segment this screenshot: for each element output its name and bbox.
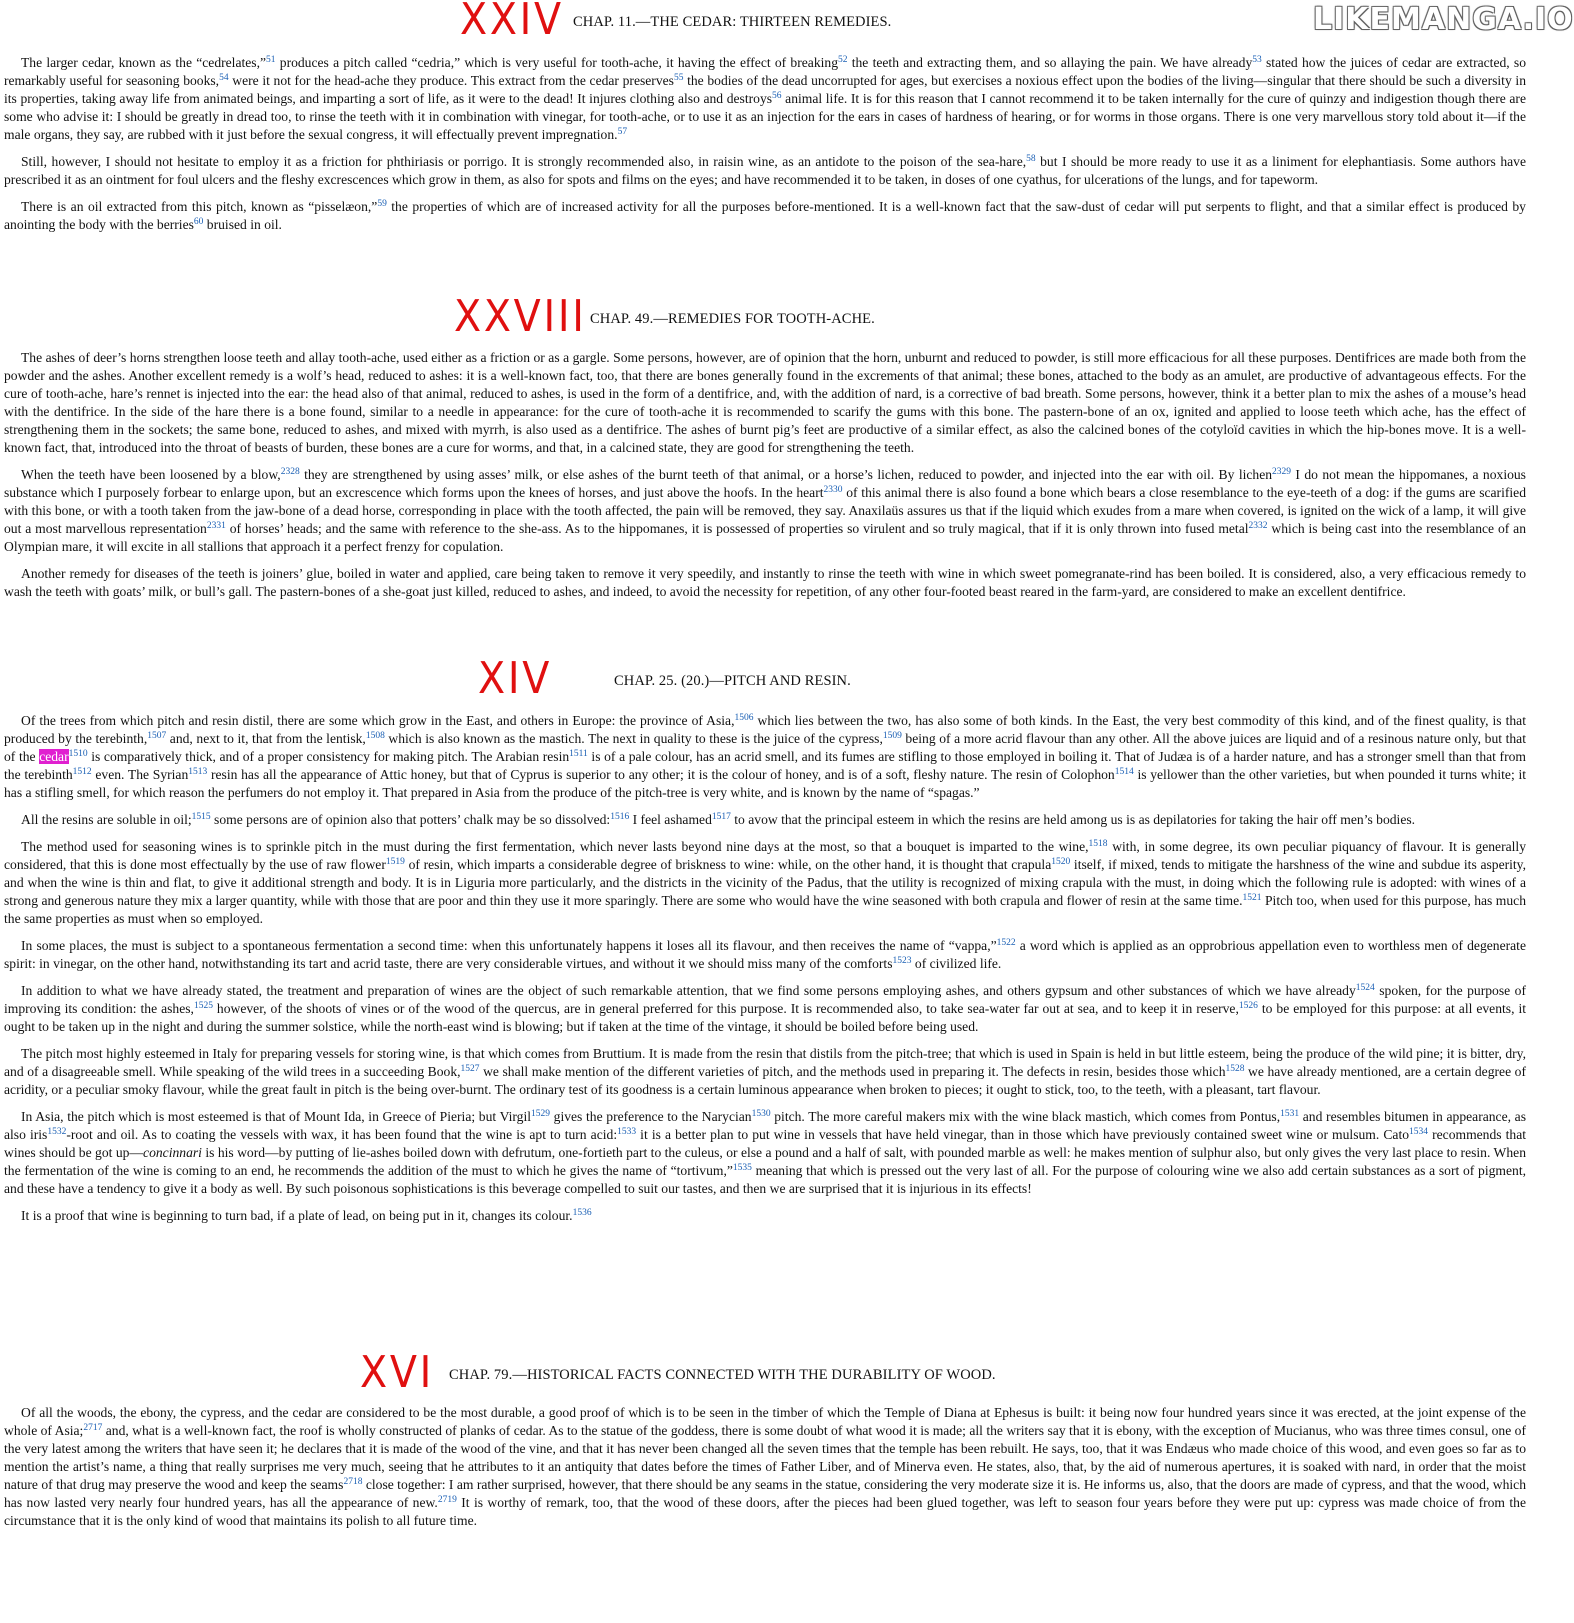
paragraph: Another remedy for diseases of the teeth is joiners’ glue, boiled in water and applied, care being taken to remove it very speedily, and instantly to rinse the teeth with wine in which sweet pomegranate-rind has been boiled. It is considered, also, a very efficacious remedy to wash the teeth with goats’ milk, or bull’s gall. The pastern-bones of a she-goat just killed, reduced to ashes, and indeed, to avoid the necessity for repetition, of any other four-footed beast reared in the farm-yard, are considered to make an excellent dentifrice. bbox=[4, 566, 1526, 599]
paragraph: The larger cedar, known as the “cedrelates,”$^{51}$ produces a pitch called “cedria,” which is very useful for tooth-ache, it having the effect of breaking$^{52}$ the teeth and extracting them, and so allaying the pain. We have already$^{53}$ stated how the juices of cedar are extracted, so remarkably useful for seasoning books,$^{54}$ were it not for the head-ache they produce. This extract from the cedar preserves$^{55}$ the bodies of the dead uncorrupted for ages, but exercises a noxious effect upon the bodies of the living—singular that there should be such a diversity in its properties, taking away life from animated beings, and imparting a sort of life, as it were to the dead! It injures clothing also and destroys$^{56}$ animal life. It is for this reason that I cannot recommend it to be taken internally for the cure of quinzy and indigestion though there are some who advise it: I should be greatly in dread too, to rinse the teeth with it in combination with vinegar, for tooth-ache, or to use it as an injection for the ears in cases of hardness of hearing, or for worms in those organs. There is one very marvellous story told about it—if the male organs, they say, are rubbed with it just before the sexual congress, it will effectually prevent impregnation.$^{57}$ bbox=[4, 55, 1526, 142]
footnote-link[interactable]: 1509 bbox=[882, 731, 902, 741]
footnote-link[interactable]: 1536 bbox=[572, 1208, 592, 1218]
footnote-link[interactable]: 1511 bbox=[569, 749, 588, 759]
watermark: LIKEMANGA.IO bbox=[1313, 2, 1574, 37]
footnote-link[interactable]: 1523 bbox=[892, 956, 912, 966]
footnote-link[interactable]: 1506 bbox=[734, 713, 754, 723]
footnote-link[interactable]: 1513 bbox=[188, 767, 208, 777]
footnote-link[interactable]: 2328 bbox=[280, 467, 300, 477]
paragraph: Still, however, I should not hesitate to employ it as a friction for phthiriasis or porrigo. It is strongly recommended also, in raisin wine, as an antidote to the poison of the sea-hare,$^{58}$ but I should be more ready to use it as a liniment for elephantiasis. Some authors have prescribed it as an ointment for foul ulcers and the fleshy excrescences which grow in them, as also for spots and films on the eyes; and have recommended it to be taken, in doses of one cyathus, for ulcerations of the lungs, and for tapeworm. bbox=[4, 154, 1526, 187]
section-pitch-resin bbox=[4, 653, 1527, 1234]
paragraph: The method used for seasoning wines is to sprinkle pitch in the must during the first fermentation, which never lasts beyond nine days at the most, so that a bouquet is imparted to the wine,$^{1518}$ with, in some degree, its own peculiar piquancy of flavour. It is generally considered, that this is done most effectually by the use of raw flower$^{1519}$ of resin, which imparts a considerable degree of briskness to wine: while, on the other hand, it is thought that crapula$^{1520}$ itself, if mixed, tends to mitigate the harshness of the wine and subdue its asperity, and when the wine is thin and flat, to give it additional strength and body. It is in Liguria more particularly, and the districts in the vicinity of the Padus, that the utility is recognized of mixing crapula with the must, in doing which the following rule is adopted: with wines of a strong and generous nature they mix a larger quantity, while with those that are poor and thin they use it more sparingly. There are some who would have the wine seasoned with both crapula and flower of resin at the same time.$^{1521}$ Pitch too, when used for this purpose, has much the same properties as must when so employed. bbox=[4, 839, 1526, 926]
footnote-link[interactable]: 1522 bbox=[996, 938, 1016, 948]
footnote-link[interactable]: 1510 bbox=[68, 749, 88, 759]
paragraph: Of all the woods, the ebony, the cypress, and the cedar are considered to be the most durable, a good proof of which is to be seen in the timber of which the Temple of Diana at Ephesus is built: it being now four hundred years since it was erected, at the joint expense of the whole of Asia;$^{2717}$ and, what is a well-known fact, the roof is wholly constructed of planks of cedar. As to the statue of the goddess, there is some doubt of what wood it is made; all the writers say that it is ebony, with the exception of Mucianus, who was three times consul, one of the very latest among the writers that have seen it; he declares that it is made of the wood of the vine, and that it has never been changed all the seven times that the temple has been rebuilt. He says, too, that it was Endæus who made choice of this wood, and even goes so far as to mention the artist’s name, a thing that really surprises me very much, seeing that he attributes to it an antiquity that dates before the times of Father Liber, and of Minerva even. He states, also, that, by the aid of numerous apertures, it is soaked with nard, in order that the moist nature of that drug may preserve the wood and keep the seams$^{2718}$ close together: I am rather surprised, however, that there should be any seams in the statue, considering the very moderate size it is. He informs us, also, that the doors are made of cypress, and that the wood, which has now lasted very nearly four hundred years, has all the appearance of new.$^{2719}$ It is worthy of remark, too, that the wood of these doors, after the pieces had been glued together, was left to season four years before they were put up: cypress was made choice of from the circumstance that it is the only kind of wood that maintains its polish to all future time. bbox=[4, 1405, 1527, 1528]
footnote-link[interactable]: 1520 bbox=[1051, 857, 1071, 867]
footnote-link[interactable]: 1533 bbox=[617, 1127, 637, 1137]
handwritten-roman-numeral: XXVIII bbox=[454, 291, 587, 342]
footnote-link[interactable]: 1515 bbox=[191, 812, 211, 822]
footnote-link[interactable]: 2719 bbox=[437, 1495, 457, 1505]
footnote-link[interactable]: 1519 bbox=[385, 857, 405, 867]
footnote-link[interactable]: 52 bbox=[838, 55, 848, 65]
paragraph: It is a proof that wine is beginning to turn bad, if a plate of lead, on being put in it, changes its colour.$^{1536}$ bbox=[21, 1208, 592, 1223]
footnote-link[interactable]: 1525 bbox=[193, 1001, 213, 1011]
footnote-link[interactable]: 1521 bbox=[1242, 893, 1262, 903]
section-durability-wood bbox=[4, 1347, 1527, 1539]
chapter-title: CHAP. 11.—THE CEDAR: THIRTEEN REMEDIES. bbox=[573, 14, 892, 30]
chapter-heading bbox=[4, 653, 1526, 704]
footnote-link[interactable]: 1524 bbox=[1355, 983, 1375, 993]
handwritten-roman-numeral: XVI bbox=[360, 1347, 434, 1398]
footnote-link[interactable]: 1532 bbox=[47, 1127, 67, 1137]
footnote-link[interactable]: 2329 bbox=[1272, 467, 1292, 477]
footnote-link[interactable]: 1530 bbox=[751, 1109, 771, 1119]
paragraph: In addition to what we have already stated, the treatment and preparation of wines are the object of such remarkable attention, that we find some persons employing ashes, and others gypsum and other substances of which we have already$^{1524}$ spoken, for the purpose of improving its condition: the ashes,$^{1525}$ however, of the shoots of vines or of the wood of the quercus, are in general preferred for this purpose. It is recommended also, to take sea-water far out at sea, and to keep it in reserve,$^{1526}$ to be employed for this purpose: at all events, it ought to be taken up in the night and during the summer solstice, while the north-east wind is blowing; but if taken at the time of the vintage, it should be boiled before being used. bbox=[4, 983, 1526, 1034]
footnote-link[interactable]: 53 bbox=[1252, 55, 1262, 65]
section-tooth-ache bbox=[4, 291, 1527, 610]
footnote-link[interactable]: 55 bbox=[673, 73, 684, 83]
footnote-link[interactable]: 2332 bbox=[1248, 521, 1268, 531]
paragraph: The ashes of deer’s horns strengthen loose teeth and allay tooth-ache, used either as a friction or as a gargle. Some persons, however, are of opinion that the horn, unburnt and reduced to powder, is still more efficacious for all these purposes. Dentifrices are made both from the powder and the ashes. Another excellent remedy is a wolf’s head, reduced to ashes: it is a well-known fact, too, that there are bones generally found in the excrements of that animal; these bones, attached to the body as an amulet, are productive of advantageous effects. For the cure of tooth-ache, hare’s rennet is injected into the ear: the head also of that animal, reduced to ashes, is used in the form of a dentifrice, and, with the addition of nard, is a corrective of bad breath. Some persons, however, think it a better plan to mix the ashes of a mouse’s head with the dentifrice. In the side of the hare there is a bone found, similar to a needle in appearance: for the cure of tooth-ache it is recommended to scarify the gums with this bone. The pastern-bone of an ox, ignited and applied to loose teeth which ache, has the effect of strengthening them in the sockets; the same bone, reduced to ashes, and mixed with myrrh, is also used as a dentifrice. The ashes of burnt pig’s feet are productive of a similar effect, as also the calcined bones of the cotyloïd cavities in which the hip-bones move. It is a well-known fact, that, introduced into the throat of beasts of burden, these bones are a cure for worms, and that, in a calcined state, they are good for strengthening the teeth. bbox=[4, 350, 1526, 455]
paragraph: All the resins are soluble in oil;$^{1515}$ some persons are of opinion also that potters’ chalk may be so dissolved:$^{1516}$ I feel ashamed$^{1517}$ to avow that the principal esteem in which the resins are held among us is as depilatories for taking the hair off men’s bodies. bbox=[21, 812, 1416, 827]
footnote-link[interactable]: 1529 bbox=[531, 1109, 550, 1119]
footnote-link[interactable]: 2330 bbox=[823, 485, 843, 495]
footnote-link[interactable]: 2718 bbox=[343, 1477, 363, 1487]
paragraph: The pitch most highly esteemed in Italy for preparing vessels for storing wine, is that which comes from Bruttium. It is made from the resin that distils from the pitch-tree; that which is used in Spain is held in but little esteem, being the produce of the wild pine; it is bitter, dry, and of a disagreeable smell. While speaking of the wild trees in a succeeding Book,$^{1527}$ we shall make mention of the different varieties of pitch, and the methods used in preparing it. The defects in resin, besides those which$^{1528}$ we have already mentioned, are a certain degree of acridity, or a peculiar smoky flavour, while the great fault in pitch is the being over-burnt. The ordinary test of its goodness is a certain luminous appearance when broken to pieces; it ought to stick, too, to the teeth, with a pleasant, tart flavour. bbox=[4, 1046, 1526, 1097]
footnote-link[interactable]: 1512 bbox=[72, 767, 92, 777]
chapter-heading bbox=[4, 0, 1526, 45]
footnote-link[interactable]: 1527 bbox=[460, 1064, 480, 1074]
footnote-link[interactable]: 1535 bbox=[732, 1163, 752, 1173]
paragraph: In some places, the must is subject to a spontaneous fermentation a second time: when this unfortunately happens it loses all its flavour, and then receives the name of “vappa,”$^{1522}$ a word which is applied as an opprobrious appellation even to worthless men of degenerate spirit: in vinegar, on the other hand, notwithstanding its tart and acrid taste, there are very considerable virtues, and without it we should miss many of the comforts$^{1523}$ of civilized life. bbox=[4, 938, 1526, 971]
footnote-link[interactable]: 1526 bbox=[1238, 1001, 1258, 1011]
footnote-link[interactable]: 57 bbox=[617, 127, 628, 137]
section-cedar bbox=[4, 0, 1526, 243]
footnote-link[interactable]: 1517 bbox=[711, 812, 731, 822]
footnote-link[interactable]: 1507 bbox=[147, 731, 167, 741]
footnote-link[interactable]: 56 bbox=[772, 91, 782, 101]
footnote-link[interactable]: 54 bbox=[219, 73, 229, 83]
footnote-link[interactable]: 1518 bbox=[1088, 839, 1108, 849]
paragraph: When the teeth have been loosened by a blow,$^{2328}$ they are strengthened by using asses’ milk, or else ashes of the burnt teeth of that animal, or a horse’s lichen, reduced to powder, and injected into the ear with oil. By lichen$^{2329}$ I do not mean the hippomanes, a noxious substance which I purposely forbear to enlarge upon, but an excrescence which forms upon the knees of horses, and just above the hoofs. In the heart$^{2330}$ of this animal there is also found a bone which bears a close resemblance to the eye-teeth of a dog: if the gums are scarified with this bone, or with a tooth taken from the jaw-bone of a dead horse, corresponding in place with the tooth affected, the pain will be removed, they say. Anaxilaüs assures us that if the liquid which exudes from a mare when covered, is ignited on the wick of a lamp, it will give out a most marvellous representation$^{2331}$ of horses’ heads; and the same with reference to the she-ass. As to the hippomanes, it is possessed of properties so virulent and so truly magical, that if it is only thrown into fused metal$^{2332}$ which is being cast into the resemblance of an Olympian mare, it will excite in all stallions that approach it a perfect frenzy for copulation. bbox=[4, 467, 1527, 554]
paragraphs bbox=[4, 712, 1526, 1225]
paragraph: In Asia, the pitch which is most esteemed is that of Mount Ida, in Greece of Pieria; but Virgil$^{1529}$ gives the preference to the Narycian$^{1530}$ pitch. The more careful makers mix with the wine black mastich, which comes from Pontus,$^{1531}$ and resembles bitumen in appearance, as also iris$^{1532}$-root and oil. As to coating the vessels with wax, it has been found that the wine is apt to turn acid:$^{1533}$ it is a better plan to put wine in vessels that have held vinegar, than in those which have previously contained sweet wine or mulsum. Cato$^{1534}$ recommends that wines should be got up—concinnari is his word—by putting of lie-ashes boiled down with defrutum, one-fortieth part to the culeus, or else a pound and a half of salt, with pounded marble as well: he makes mention of sulphur also, but only gives the very last place to resin. When the fermentation of the wine is coming to an end, he recommends the addition of the must to which he gives the name of “tortivum,”$^{1535}$ meaning that which is pressed out the very last of all. For the purpose of colouring wine we also add certain substances as a sort of pigment, and these have a tendency to give it a body as well. By such poisonous sophistications is this beverage compelled to suit our tastes, and then we are surprised that it is injurious in its effects! bbox=[4, 1109, 1527, 1196]
chapter-title: CHAP. 25. (20.)—PITCH AND RESIN. bbox=[614, 673, 851, 689]
footnote-link[interactable]: 1531 bbox=[1280, 1109, 1300, 1119]
search-highlight: cedar bbox=[39, 749, 69, 764]
footnote-link[interactable]: 2331 bbox=[206, 521, 226, 531]
paragraph: There is an oil extracted from this pitch, known as “pisselæon,”$^{59}$ the properties of which are of increased activity for all the purposes before-mentioned. It is a well-known fact that the saw-dust of cedar will put serpents to flight, and that a similar effect is produced by anointing the body with the berries$^{60}$ bruised in oil. bbox=[4, 199, 1526, 232]
chapter-title: CHAP. 49.—REMEDIES FOR TOOTH-ACHE. bbox=[590, 311, 875, 327]
chapter-heading bbox=[4, 291, 1526, 342]
footnote-link[interactable]: 60 bbox=[193, 217, 204, 227]
paragraphs bbox=[4, 1404, 1526, 1530]
footnote-link[interactable]: 2717 bbox=[83, 1423, 103, 1433]
handwritten-roman-numeral: XXIV bbox=[460, 0, 564, 45]
paragraph: Of the trees from which pitch and resin distil, there are some which grow in the East, and others in Europe: the province of Asia,$^{1506}$ which lies between the two, has also some of both kinds. In the East, the very best commodity of this kind, and of the finest quality, is that produced by the terebinth,$^{1507}$ and, next to it, that from the lentisk,$^{1508}$ which is also known as the mastich. The next in quality to these is the juice of the cypress,$^{1509}$ being of a more acrid flavour than any other. All the above juices are liquid and of a resinous nature only, but that of the cedar$^{1510}$ is comparatively thick, and of a proper consistency for making pitch. The Arabian resin$^{1511}$ is of a pale colour, has an acrid smell, and its fumes are stifling to those employed in boiling it. That of Judæa is of a harder nature, and has a stronger smell than that from the terebinth$^{1512}$ even. The Syrian$^{1513}$ resin has all the appearance of Attic honey, but that of Cyprus is superior to any other; it is the colour of honey, and is of a soft, fleshy nature. The resin of Colophon$^{1514}$ is yellower than the other varieties, but when pounded it turns white; it has a stifling smell, for which reason the perfumers do not employ it. That prepared in Asia from the produce of the pitch-tree is very white, and is known by the name of “spagas.” bbox=[4, 713, 1527, 800]
footnote-link[interactable]: 51 bbox=[266, 55, 276, 65]
footnote-link[interactable]: 1534 bbox=[1409, 1127, 1429, 1137]
footnote-link[interactable]: 59 bbox=[377, 199, 387, 209]
footnote-link[interactable]: 58 bbox=[1026, 154, 1036, 164]
paragraphs bbox=[4, 54, 1526, 234]
handwritten-roman-numeral: XIV bbox=[478, 653, 552, 704]
footnote-link[interactable]: 1514 bbox=[1114, 767, 1134, 777]
chapter-title: CHAP. 79.—HISTORICAL FACTS CONNECTED WITH THE DURABILITY OF WOOD. bbox=[449, 1367, 996, 1383]
chapter-heading bbox=[4, 1347, 1526, 1398]
footnote-link[interactable]: 1528 bbox=[1225, 1064, 1245, 1074]
footnote-link[interactable]: 1508 bbox=[365, 731, 385, 741]
footnote-link[interactable]: 1516 bbox=[610, 812, 630, 822]
paragraphs bbox=[4, 349, 1526, 601]
